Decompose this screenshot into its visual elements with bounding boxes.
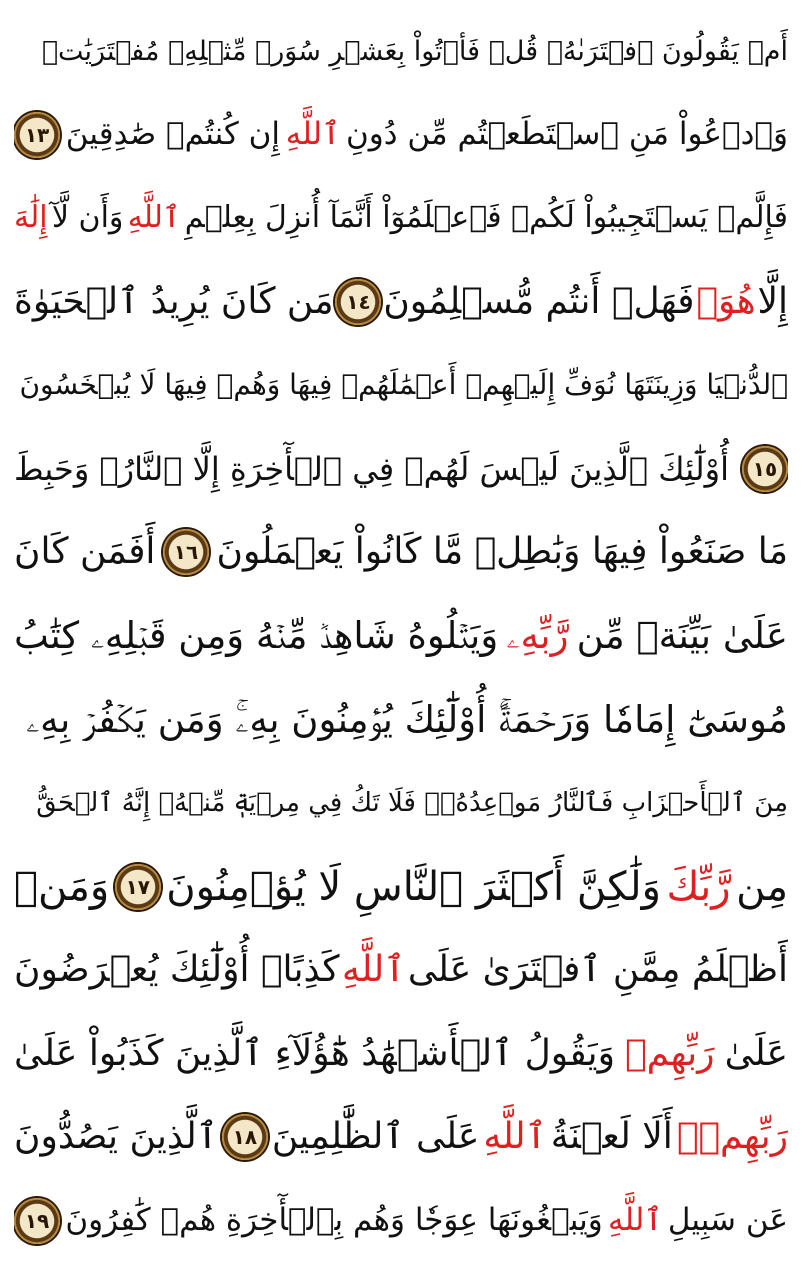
divine-name-text: ٱللَّهِ — [608, 1202, 663, 1239]
verse-text: فَإِلَّمۡ يَسۡتَجِيبُواْ لَكُمۡ فَٱعۡلَمُوٓاْ أَنَّمَآ أُنزِلَ بِعِلۡمِ — [184, 200, 788, 236]
divine-name-text: إِلَٰهَ — [14, 200, 48, 236]
verse-text: إِن كُنتُمۡ صَٰدِقِينَ — [65, 116, 280, 153]
verse-text: أُوْلَٰٓئِكَ ٱلَّذِينَ لَيۡسَ لَهُمۡ فِي ٱلۡأٓخِرَةِ إِلَّا ٱلنَّارُۖ وَحَبِطَ — [14, 449, 730, 488]
verse-text: عَلَى ٱلظَّٰلِمِينَ — [271, 1116, 480, 1158]
verse-line — [14, 96, 788, 174]
verse-text: عَن سَبِيلِ — [667, 1202, 788, 1239]
verse-text: وَيَقُولُ ٱلۡأَشۡهَٰدُ هَٰٓؤُلَآءِ ٱلَّذِينَ كَذَبُواْ عَلَىٰ — [14, 1032, 615, 1074]
verse-line — [14, 430, 788, 508]
verse-line — [14, 346, 788, 424]
ayah-number-marker: ١٤ — [335, 279, 381, 325]
divine-name-text: ٱللَّهِ — [342, 949, 406, 991]
ayah-number-marker: ١٣ — [14, 112, 60, 158]
divine-name-text: ٱللَّهِ — [127, 200, 181, 236]
ayah-number-marker: ١٩ — [14, 1198, 60, 1244]
verse-text: مَا صَنَعُواْ فِيهَا وَبَٰطِلٞ مَّا كَانُواْ يَعۡمَلُونَ — [216, 531, 788, 573]
verse-text: كَذِبًاۚ أُوْلَٰٓئِكَ يُعۡرَضُونَ — [14, 949, 340, 991]
verse-text: مِن — [736, 863, 788, 910]
verse-line — [14, 1182, 788, 1260]
verse-line — [14, 1015, 788, 1093]
verse-line — [14, 764, 788, 842]
verse-lines — [14, 12, 788, 1260]
verse-text: ٱلدُّنۡيَا وَزِينَتَهَا نُوَفِّ إِلَيۡهِمۡ أَعۡمَٰلَهُمۡ فِيهَا وَهُمۡ فِيهَا لَا يُبۡخَسُونَ — [19, 368, 788, 402]
verse-text: أَفَمَن كَانَ — [14, 531, 156, 573]
verse-text: أَمۡ يَقُولُونَ ٱفۡتَرَىٰهُۖ قُلۡ فَأۡتُواْ بِعَشۡرِ سُوَرٖ مِّثۡلِهِۦ مُفۡتَرَيَٰتٖ — [41, 35, 788, 67]
divine-name-text: ٱللَّهِ — [285, 116, 341, 153]
verse-line — [14, 263, 788, 341]
verse-text: وَأَن لَّآ — [51, 200, 124, 236]
ayah-number-marker: ١٥ — [742, 446, 788, 492]
verse-text: وَمَنۡ — [14, 863, 110, 910]
divine-name-text: رَّبِّهِۦ — [506, 614, 569, 658]
ayah-number-marker: ١٨ — [222, 1114, 268, 1160]
verse-line — [14, 513, 788, 591]
divine-name-text: رَبِّهِمۡۚ — [676, 1116, 788, 1158]
verse-text: فَهَلۡ أَنتُم مُّسۡلِمُونَ — [383, 280, 695, 322]
divine-name-text: ٱللَّهِ — [483, 1116, 547, 1158]
verse-text: وَلَٰكِنَّ أَكۡثَرَ ٱلنَّاسِ لَا يُؤۡمِنُونَ — [166, 863, 661, 910]
verse-line — [14, 12, 788, 90]
divine-name-text: هُوَۖ — [696, 280, 756, 322]
ayah-number-marker: ١٦ — [163, 529, 209, 575]
verse-text: عَلَىٰ — [724, 1032, 788, 1074]
verse-text: مَن كَانَ يُرِيدُ ٱلۡحَيَوٰةَ — [14, 280, 334, 322]
verse-text: مُوسَىٰٓ إِمَامٗا وَرَحۡمَةًۚ أُوْلَٰٓئِكَ يُؤۡمِنُونَ بِهِۦۚ وَمَن يَكۡفُرۡ بِهِۦ — [26, 698, 788, 741]
verse-text: عَلَىٰ بَيِّنَةٖ مِّن — [576, 614, 788, 658]
verse-text: ٱلَّذِينَ يَصُدُّونَ — [14, 1116, 218, 1158]
ayah-number-marker: ١٧ — [115, 864, 161, 910]
verse-line — [14, 1098, 788, 1176]
verse-text: وَيَتۡلُوهُ شَاهِدٞ مِّنۡهُ وَمِن قَبۡلِهِۦ كِتَٰبُ — [14, 614, 499, 658]
verse-line — [14, 597, 788, 675]
verse-text: أَظۡلَمُ مِمَّنِ ٱفۡتَرَىٰ عَلَى — [407, 949, 788, 991]
divine-name-text: رَبِّهِمۡ — [625, 1032, 715, 1074]
verse-line — [14, 848, 788, 926]
verse-text: وَيَبۡغُونَهَا عِوَجٗا وَهُم بِٱلۡأٓخِرَةِ هُمۡ كَٰفِرُونَ — [65, 1202, 603, 1239]
verse-line — [14, 681, 788, 759]
divine-name-text: رَّبِّكَ — [666, 863, 731, 910]
verse-line — [14, 931, 788, 1009]
verse-text: مِنَ ٱلۡأَحۡزَابِ فَٱلنَّارُ مَوۡعِدُهُۥۚ فَلَا تَكُ فِي مِرۡيَةٖ مِّنۡهُۚ إِنَّهُ ٱلۡحَقُّ — [36, 788, 788, 819]
verse-text: وَٱدۡعُواْ مَنِ ٱسۡتَطَعۡتُم مِّن دُونِ — [346, 116, 788, 153]
verse-text: أَلَا لَعۡنَةُ — [550, 1116, 673, 1158]
verse-text: إِلَّا — [757, 280, 788, 322]
verse-line — [14, 179, 788, 257]
